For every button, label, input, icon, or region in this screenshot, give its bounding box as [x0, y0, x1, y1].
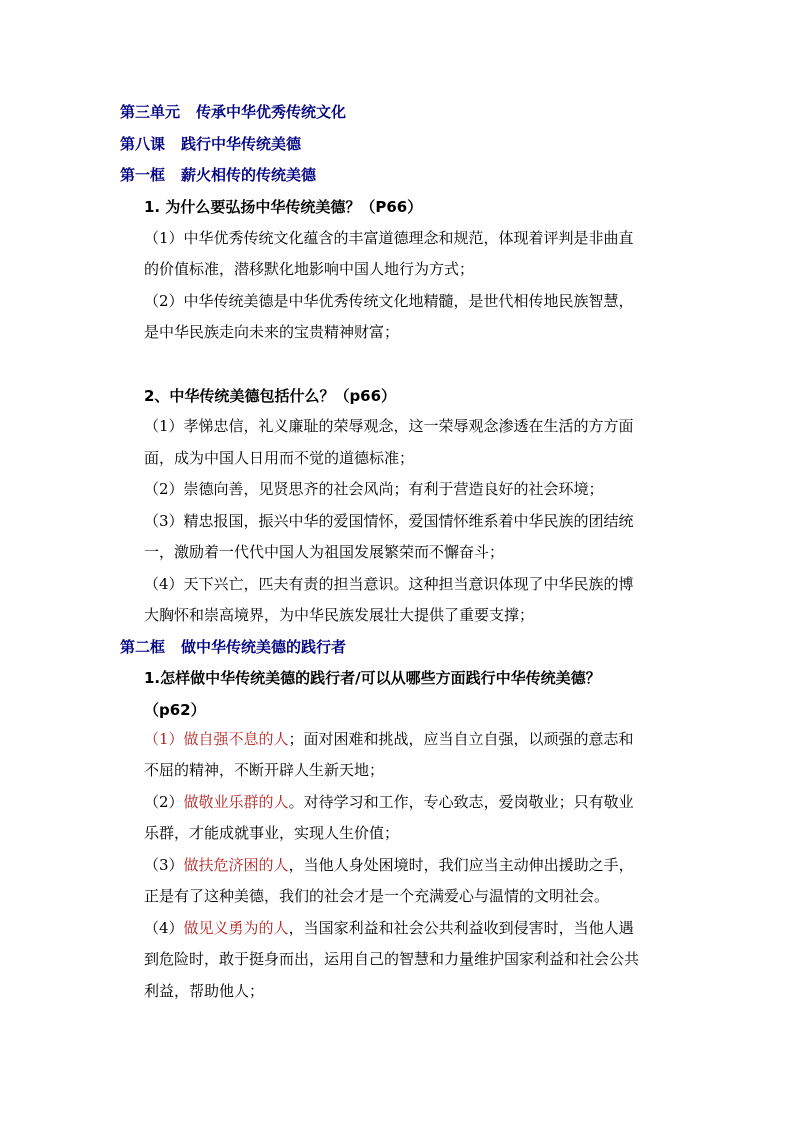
- q3-point-3-key: 做扶危济困的人: [183, 856, 289, 874]
- q2-line: （1）孝悌忠信，礼义廉耻的荣辱观念，这一荣辱观念渗透在生活的方方面: [144, 417, 634, 435]
- q3-point-1-key: （1）做自强不息的人: [144, 730, 289, 748]
- q1-line: （2）中华传统美德是中华优秀传统文化地精髓，是世代相传地民族智慧，: [144, 292, 634, 310]
- q3-point-2: （2）做敬业乐群的人。对待学习和工作，专心致志，爱岗敬业；只有敬业: [144, 793, 634, 811]
- q2-line: 面，成为中国人日用而不觉的道德标准；: [144, 449, 415, 467]
- q2-line: 一，激励着一代代中国人为祖国发展繁荣而不懈奋斗；: [144, 543, 505, 561]
- q3-point-2-key: 做敬业乐群的人: [183, 793, 289, 811]
- q3-line: 不屈的精神，不断开辟人生新天地；: [144, 761, 385, 779]
- q3-point-1: （1）做自强不息的人；面对困难和挑战，应当自立自强，以顽强的意志和: [144, 730, 634, 748]
- q3-point-4-key: 做见义勇为的人: [183, 919, 289, 937]
- q1-line: 是中华民族走向未来的宝贵精神财富；: [144, 323, 400, 341]
- q3-point-3: （3）做扶危济困的人，当他人身处困境时，我们应当主动伸出援助之手，: [144, 856, 634, 874]
- q1-line: 的价值标准，潜移默化地影响中国人地行为方式；: [144, 260, 475, 278]
- q3-line: 利益，帮助他人；: [144, 982, 265, 1000]
- q3-line: 到危险时，敢于挺身而出，运用自己的智慧和力量维护国家利益和社会公共: [144, 950, 640, 968]
- unit-heading: 第三单元 传承中华优秀传统文化: [120, 103, 347, 121]
- question-3-title: 1.怎样做中华传统美德的践行者/可以从哪些方面践行中华传统美德？: [144, 669, 601, 687]
- question-2-title: 2、中华传统美德包括什么？（p66）: [144, 387, 397, 405]
- q3-line: 乐群，才能成就事业，实现人生价值；: [144, 824, 400, 842]
- q1-line: （1）中华优秀传统文化蕴含的丰富道德理念和规范，体现着评判是非曲直: [144, 229, 634, 247]
- q2-line: （4）天下兴亡，匹夫有责的担当意识。这种担当意识体现了中华民族的博: [144, 575, 634, 593]
- q3-line: 正是有了这种美德，我们的社会才是一个充满爱心与温情的文明社会。: [144, 887, 610, 905]
- q2-line: 大胸怀和崇高境界，为中华民族发展壮大提供了重要支撑；: [144, 606, 535, 624]
- lesson-heading: 第八课 践行中华传统美德: [120, 135, 302, 153]
- question-3-page: （p62）: [144, 701, 206, 719]
- q2-line: （3）精忠报国，振兴中华的爱国情怀，爱国情怀维系着中华民族的团结统: [144, 512, 634, 530]
- q3-point-4: （4）做见义勇为的人，当国家利益和社会公共利益收到侵害时，当他人遇: [144, 919, 634, 937]
- frame2-heading: 第二框 做中华传统美德的践行者: [120, 638, 347, 656]
- q2-line: （2）崇德向善，见贤思齐的社会风尚；有利于营造良好的社会环境；: [144, 480, 604, 498]
- frame1-heading: 第一框 薪火相传的传统美德: [120, 166, 317, 184]
- question-1-title: 1. 为什么要弘扬中华传统美德？（P66）: [144, 198, 423, 216]
